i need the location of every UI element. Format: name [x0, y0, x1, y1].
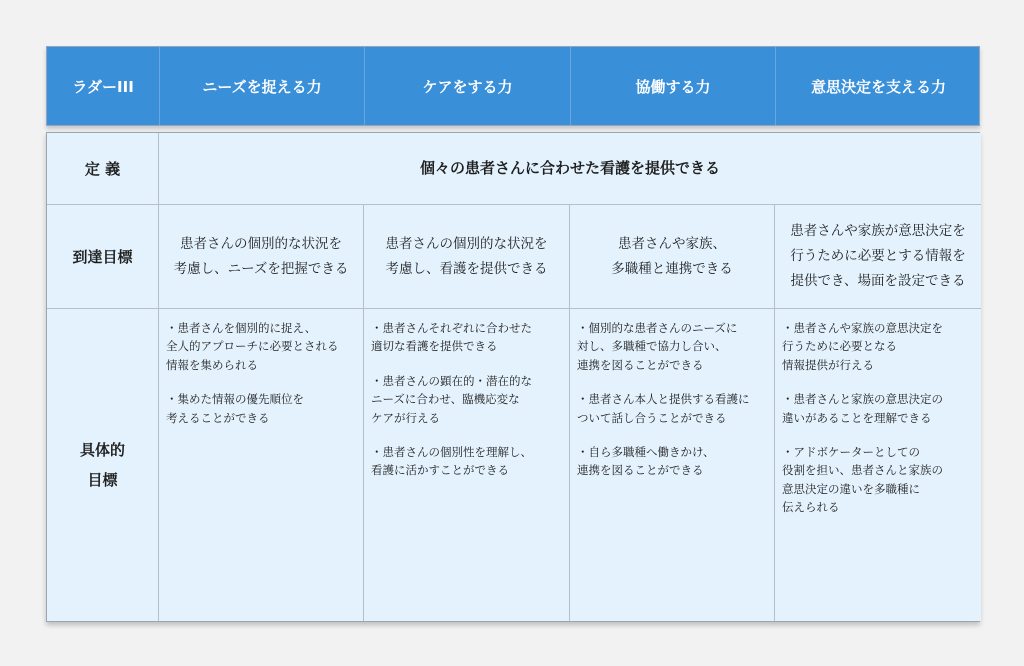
- goal-line: 考慮し、ニーズを把握できる: [173, 260, 349, 277]
- specific-cell: [364, 309, 570, 621]
- header-collaboration: 協働する力: [570, 47, 775, 125]
- row-label-specific-line: 目標: [87, 471, 118, 489]
- specific-bullet: [371, 372, 563, 427]
- specific-line: ・集めた情報の優先順位を: [166, 392, 304, 407]
- specific-bullet: [371, 443, 563, 480]
- specific-line: 看護に活かすことができる: [371, 463, 509, 478]
- specific-bullet: [577, 319, 768, 374]
- specific-bullet: [782, 319, 975, 374]
- goal-cell: [159, 205, 364, 309]
- specific-line: ・患者さんや家族の意思決定を: [782, 321, 943, 335]
- specific-line: 役割を担い、患者さんと家族の: [782, 463, 943, 478]
- specific-bullet: [371, 319, 563, 356]
- row-label-specific-line: 具体的: [79, 441, 125, 459]
- specific-line: 連携を図ることができる: [577, 463, 704, 478]
- specific-bullet: [166, 390, 357, 427]
- header-needs: ニーズを捉える力: [159, 47, 364, 125]
- specific-line: ・患者さんそれぞれに合わせた: [371, 321, 532, 335]
- specific-line: ・患者さんの個別性を理解し、: [371, 444, 532, 459]
- specific-cell: [159, 309, 364, 621]
- definition-text: 個々の患者さんに合わせた看護を提供できる: [159, 133, 981, 205]
- specific-cell: [775, 309, 981, 621]
- row-label-goal: 到達目標: [47, 205, 159, 309]
- specific-bullet: [577, 443, 768, 480]
- specific-bullet: [577, 390, 768, 427]
- header-corner: ラダーIII: [72, 77, 134, 96]
- specific-line: 情報を集められる: [166, 357, 258, 372]
- specific-line: 違いがあることを理解できる: [782, 410, 932, 425]
- specific-line: 全人的アプローチに必要とされる: [166, 339, 339, 354]
- goal-cell: [570, 205, 775, 309]
- specific-line: ついて話し合うことができる: [577, 410, 727, 425]
- specific-line: ・患者さんの顕在的・潜在的な: [371, 373, 532, 388]
- specific-line: ・患者さんを個別的に捉え、: [166, 321, 317, 335]
- specific-line: ニーズに合わせ、臨機応変な: [371, 392, 520, 407]
- goal-line: 患者さんや家族が意思決定を: [790, 223, 966, 240]
- specific-line: ・アドボケーターとしての: [782, 444, 920, 459]
- body-table: [46, 132, 980, 622]
- row-label-definition: 定 義: [47, 133, 159, 205]
- goal-cell: [775, 205, 981, 309]
- header-decision-support: 意思決定を支える力: [775, 47, 981, 125]
- specific-cell: [570, 309, 775, 621]
- specific-line: 伝えられる: [782, 500, 840, 515]
- specific-line: ケアが行える: [371, 410, 440, 425]
- goal-line: 行うために必要とする情報を: [790, 248, 966, 265]
- ladder-table: [46, 46, 980, 622]
- goal-line: 多職種と連携できる: [611, 260, 733, 277]
- specific-line: 情報提供が行える: [782, 357, 874, 372]
- header-row: [46, 46, 980, 126]
- goal-line: 患者さんの個別的な状況を: [385, 235, 548, 252]
- specific-line: ・自ら多職種へ働きかけ、: [577, 444, 715, 459]
- specific-line: 対し、多職種で協力し合い、: [577, 339, 727, 354]
- specific-line: ・患者さん本人と提供する看護に: [577, 392, 750, 407]
- goal-line: 考慮し、看護を提供できる: [385, 260, 548, 277]
- specific-line: ・個別的な患者さんのニーズに: [577, 321, 738, 335]
- specific-line: 行うために必要となる: [782, 339, 897, 354]
- goal-line: 患者さんの個別的な状況を: [179, 235, 342, 252]
- specific-bullet: [166, 319, 357, 374]
- row-label-specific: [47, 309, 159, 621]
- specific-line: 連携を図ることができる: [577, 357, 704, 372]
- specific-line: ・患者さんと家族の意思決定の: [782, 392, 943, 407]
- specific-line: 意思決定の違いを多職種に: [782, 481, 920, 496]
- goal-line: 提供でき、場面を設定できる: [790, 272, 966, 289]
- goal-line: 患者さんや家族、: [618, 235, 726, 252]
- specific-line: 考えることができる: [166, 410, 270, 425]
- specific-line: 適切な看護を提供できる: [371, 339, 498, 354]
- specific-bullet: [782, 443, 975, 517]
- specific-bullet: [782, 390, 975, 427]
- header-care: ケアをする力: [364, 47, 570, 125]
- goal-cell: [364, 205, 570, 309]
